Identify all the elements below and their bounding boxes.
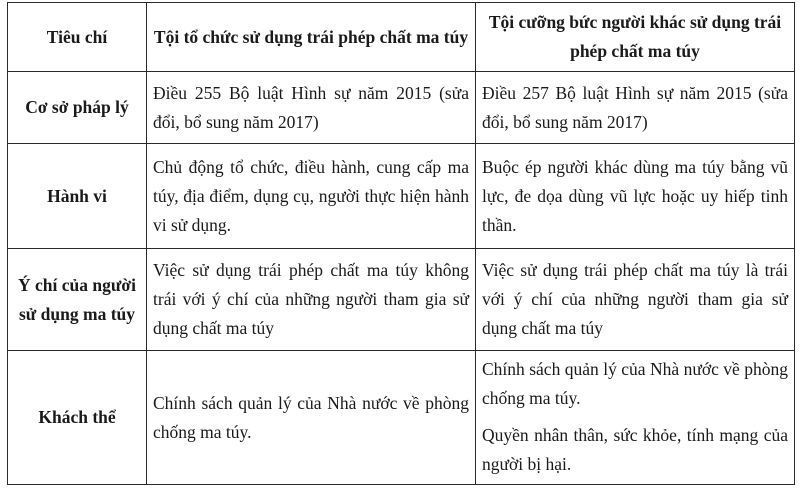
cell-coerce-legal-basis: Điều 257 Bộ luật Hình sự năm 2015 (sửa đổi, bổ sung năm 2017) xyxy=(476,72,795,144)
header-organize-offense: Tội tổ chức sử dụng trái phép chất ma túy xyxy=(147,3,476,72)
cell-coerce-behavior: Buộc ép người khác dùng ma túy bằng vũ lực, đe dọa dùng vũ lực hoặc uy hiếp tinh thần. xyxy=(476,144,795,249)
table-header-row xyxy=(8,3,795,72)
cell-organize-behavior: Chủ động tổ chức, điều hành, cung cấp ma túy, địa điểm, dụng cụ, người thực hiện hành vi sử dụng. xyxy=(147,144,476,249)
cell-organize-legal-basis: Điều 255 Bộ luật Hình sự năm 2015 (sửa đổi, bổ sung năm 2017) xyxy=(147,72,476,144)
cell-coerce-object xyxy=(476,351,795,485)
cell-organize-object-text: Chính sách quản lý của Nhà nước về phòng chống ma túy. xyxy=(153,392,469,442)
header-coerce-offense: Tội cưỡng bức người khác sử dụng trái phép chất ma túy xyxy=(476,3,795,72)
cell-organize-user-will: Việc sử dụng trái phép chất ma túy không trái với ý chí của những người tham gia sử dụng chất ma túy xyxy=(147,249,476,351)
cell-organize-object xyxy=(147,351,476,485)
cell-coerce-object-text-1: Chính sách quản lý của Nhà nước về phòng chống ma túy. xyxy=(482,359,788,408)
row-label-behavior: Hành vi xyxy=(8,144,147,249)
table-row xyxy=(8,249,795,351)
row-label-legal-basis: Cơ sở pháp lý xyxy=(8,72,147,144)
table-row xyxy=(8,72,795,144)
row-label-user-will: Ý chí của người sử dụng ma túy xyxy=(8,249,147,351)
row-label-object: Khách thể xyxy=(8,351,147,485)
cell-coerce-user-will: Việc sử dụng trái phép chất ma túy là trái với ý chí của những người tham gia sử dụng chất ma túy xyxy=(476,249,795,351)
table-row xyxy=(8,351,795,485)
table-row xyxy=(8,144,795,249)
header-criteria: Tiêu chí xyxy=(8,3,147,72)
comparison-table xyxy=(7,2,795,485)
cell-coerce-object-text-2: Quyền nhân thân, sức khỏe, tính mạng của người bị hại. xyxy=(482,425,788,474)
